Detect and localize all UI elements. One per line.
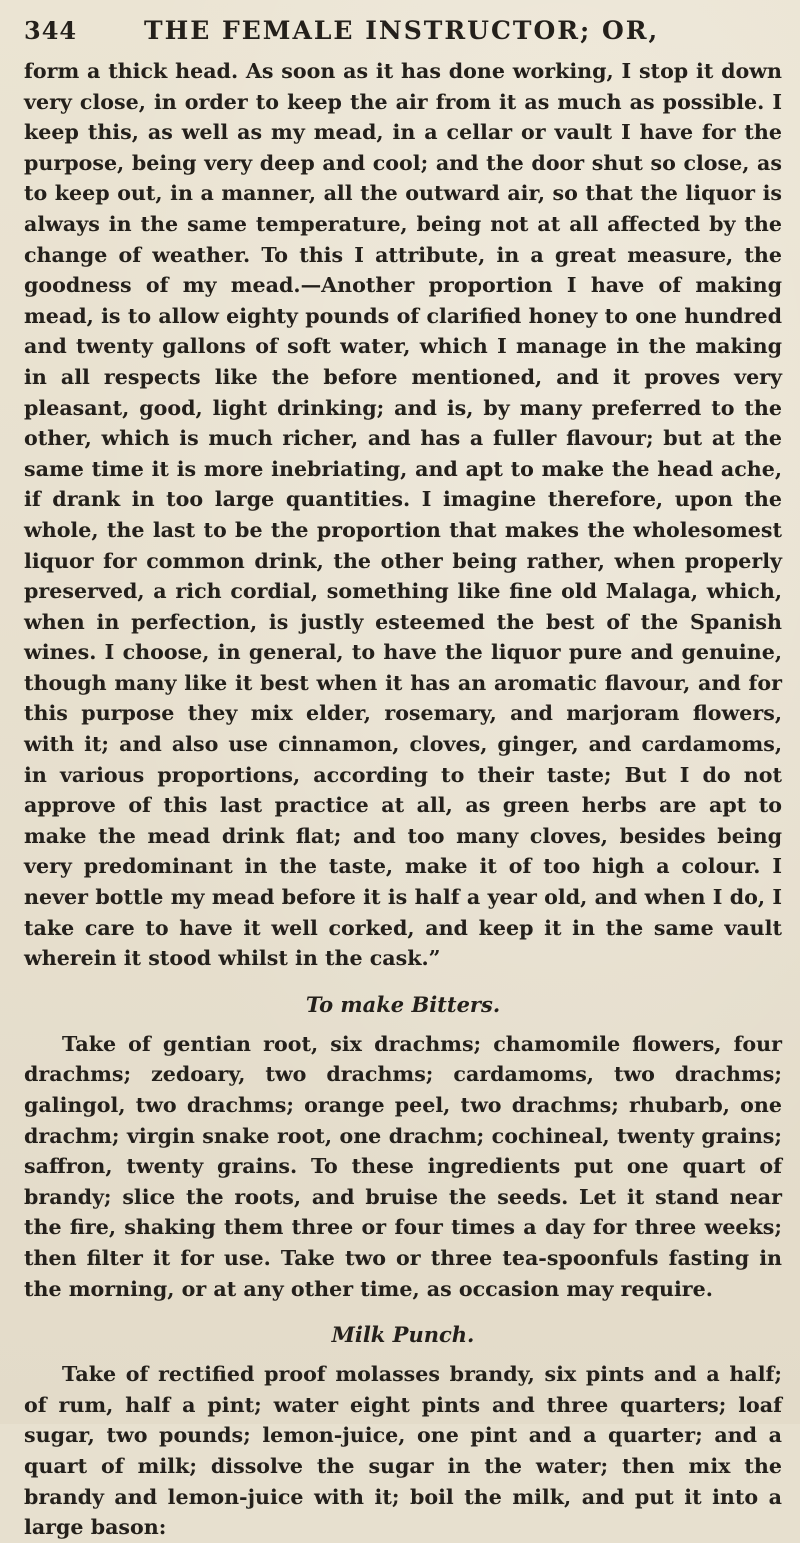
page-header xyxy=(24,16,782,46)
bitters-heading: To make Bitters. xyxy=(305,991,501,1017)
milk-punch-heading: Milk Punch. xyxy=(331,1322,475,1348)
running-head: THE FEMALE INSTRUCTOR; OR, xyxy=(144,16,660,45)
milk-punch-paragraph: Take of rectified proof molasses brandy, six pints and a half; of rum, half a pint; water eight pints and three quarters; loaf sugar, two pounds; lemon-juice, one pint and a quarter; and a quart of milk; dissolve the sugar in the water; then mix the brandy and lemon-juice with it; boil the milk, and put it into a large bason: xyxy=(24,1362,782,1540)
page-number: 344 xyxy=(24,16,78,45)
mead-paragraph: form a thick head. As soon as it has done working, I stop it down very close, in order to keep the air from it as much as possible. I keep this, as well as my mead, in a cellar or vault I have for the purpose, being very deep and cool; and the door shut so close, as to keep out, in a manner, all the outward air, so that the liquor is always in the same temperature, being not at all affected by the change of weather. To this I attribute, in a great measure, the goodness of my mead.—Another proportion I have of making mead, is to allow eighty pounds of clarified honey to one hundred and twenty gallons of soft water, which I manage in the making in all respects like the before mentioned, and it proves very pleasant, good, light drinking; and is, by many preferred to the other, which is much richer, and has a fuller flavour; but at the same time it is more inebriating, and apt to make the head ache, if drank in too large quantities. I imagine therefore, upon the whole, the last to be the proportion that makes the wholesomest liquor for common drink, the other being rather, when properly preserved, a rich cordial, something like fine old Malaga, which, when in perfection, is justly esteemed the best of the Spanish wines. I choose, in general, to have the liquor pure and genuine, though many like it best when it has an aromatic flavour, and for this purpose they mix elder, rosemary, and marjoram flowers, with it; and also use cinnamon, cloves, ginger, and cardamoms, in various proportions, according to their taste; But I do not approve of this last practice at all, as green herbs are apt to make the mead drink flat; and too many cloves, besides being very predominant in the taste, make it of too high a colour. I never bottle my mead before it is half a year old, and when I do, I take care to have it well corked, and keep it in the same vault wherein it stood whilst in the cask.” xyxy=(24,59,782,971)
bitters-paragraph: Take of gentian root, six drachms; chamomile flowers, four drachms; zedoary, two drachms; cardamoms, two drachms; galingol, two drachms; orange peel, two drachms; rhubarb, one drachm; virgin snake root, one drachm; cochineal, twenty grains; saffron, twenty grains. To these ingredients put one quart of brandy; slice the roots, and bruise the seeds. Let it stand near the fire, shaking them three or four times a day for three weeks; then filter it for use. Take two or three tea-spoonfuls fasting in the morning, or at any other time, as occasion may require. xyxy=(24,1031,782,1301)
body-text xyxy=(24,56,782,1543)
